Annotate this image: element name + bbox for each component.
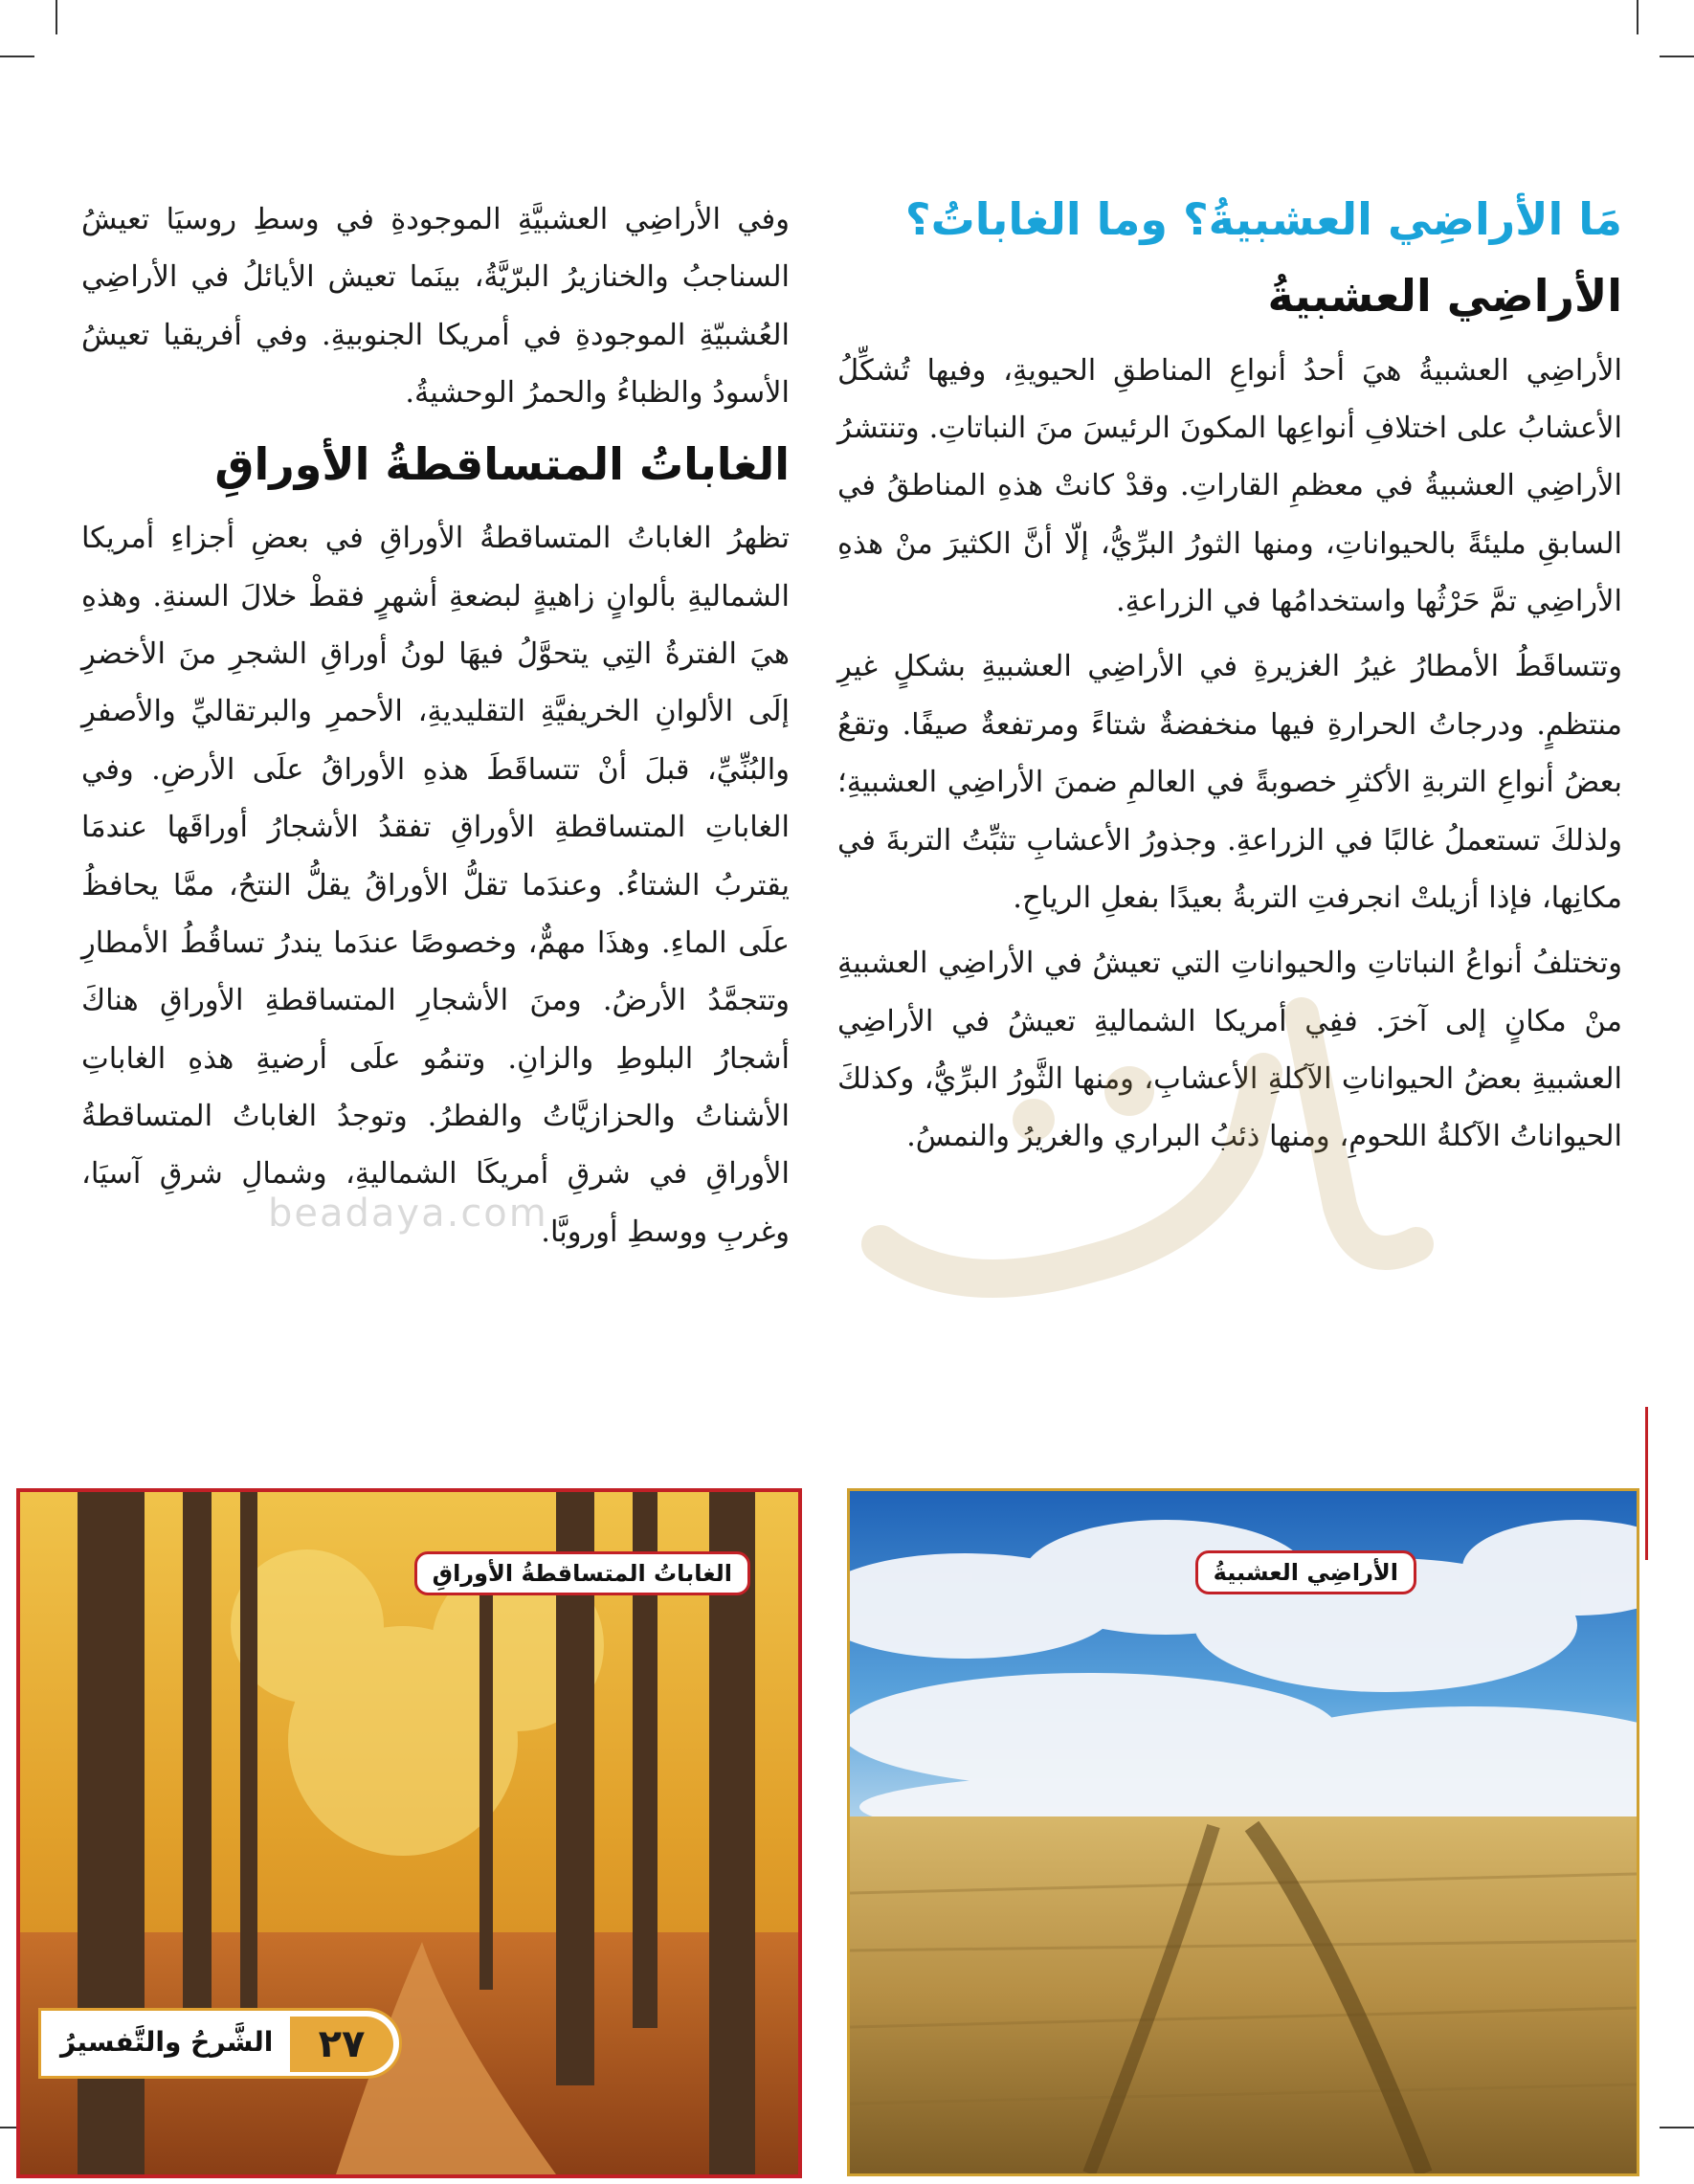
paragraph: وفي الأراضِي العشبيَّةِ الموجودةِ في وسطِ روسيَا تعيشُ السناجبُ والخنازيرُ البرّيَّةُ، بينَما تعيش الأيائلُ في الأراضِي العُشبيّةِ الموجودةِ في أمريكا الجنوبيةِ. وفي أفريقيا تعيشُ الأسودُ والظباءُ والحمرُ الوحشيةُ. [81,203,790,411]
crop-mark [56,0,57,34]
question-title: مَا الأراضِي العشبيةُ؟ وما الغاباتُ؟ [904,193,1622,245]
left-column [81,191,790,1269]
paragraph: وتتساقَطُ الأمطارُ غيرُ الغزيرةِ في الأراضِي العشبيةِ بشكلٍ غيرِ منتظمٍ. ودرجاتُ الحرارةِ فيها منخفضةٌ شتاءً ومرتفعةٌ صيفًا. وتقعُ بعضُ أنواعِ التربةِ الأكثرِ خصوبةً في العالمِ ضمنَ الأراضِي العشبيةِ؛ ولذلكَ تستعملُ غالبًا في الزراعةِ. وجذورُ الأعشابِ تثبِّتُ التربةَ في مكانِها، فإذا أزيلتْ انجرفتِ التربةُ بعيدًا بفعلِ الرياحِ. [837,650,1622,915]
section-label: الشَّرحُ والتَّفسيرُ [60,2026,274,2058]
paragraph: الأراضِي العشبيةُ هيَ أحدُ أنواعِ المناطقِ الحيويةِ، وفيها تُشكِّلُ الأعشابُ على اختلافِ أنواعِها المكونَ الرئيسَ منَ النباتاتِ. وتنتشرُ الأراضِي العشبيةُ في معظمِ القاراتِ. وقدْ كانتْ هذهِ المناطقُ في السابقِ مليئةً بالحيواناتِ، ومنها الثورُ البرِّيُّ، إلّا أنَّ الكثيرَ منْ هذهِ الأراضِي تمَّ حَرْثُها واستخدامُها في الزراعةِ. [837,353,1622,619]
paragraph: تظهرُ الغاباتُ المتساقطةُ الأوراقِ في بعضِ أجزاءِ أمريكا الشماليةِ بألوانٍ زاهيةٍ لبضعةِ أشهرٍ فقطْ خلالَ السنةِ. وهذهِ هيَ الفترةُ التِي يتحوَّلُ فيهَا لونُ أوراقِ الشجرِ منَ الأخضرِ إلَى الألوانِ الخريفيَّةِ التقليديةِ، الأحمرِ والبرتقاليِّ والأصفرِ والبُنِّيِّ، قبلَ أنْ تتساقَطَ هذهِ الأوراقُ علَى الأرضِ. وفي الغاباتِ المتساقطةِ الأوراقِ تفقدُ الأشجارُ أوراقَها عندمَا يقتربُ الشتاءُ. وعندَما تقلُّ الأوراقُ يقلُّ النتحُ، ممَّا يحافظُ علَى الماءِ. وهذَا مهمٌّ، وخصوصًا عندَما يندرُ تساقُطُ الأمطارِ وتتجمَّدُ الأرضُ. ومنَ الأشجارِ المتساقطةِ الأوراقِ هناكَ أشجارُ البلوطِ والزانِ. وتنمُو علَى أرضيةِ هذهِ الغاباتِ الأشناتُ والحزازيَّاتُ والفطرُ. وتوجدُ الغاباتُ المتساقطةُ الأوراقِ في شرقِ أمريكَا الشماليةِ، وشمالِ شرقِ آسيَا، وغربِ ووسطِ أوروبَّا. [81,522,790,1249]
margin-accent-line [1645,1407,1648,1560]
paragraph: وتختلفُ أنواعُ النباتاتِ والحيواناتِ التي تعيشُ في الأراضِي العشبيةِ منْ مكانٍ إلى آخرَ. ففِي أمريكا الشماليةِ تعيشُ في الأراضِي العشبيةِ بعضُ الحيواناتِ الآكلةِ الأعشابِ، ومنها الثَّورُ البرِّيُّ، وكذلكَ الحيواناتُ الآكلةُ اللحومِ، ومنها ذئبُ البراري والغريرُ والنمسُ. [837,947,1622,1154]
crop-mark [1660,56,1694,57]
section-title-grassland: الأراضِي العشبيةُ [1267,269,1622,322]
page-number: ٢٧ [290,2017,393,2072]
grassland-photo [847,1488,1639,2176]
crop-mark [1660,2127,1694,2128]
watermark-logo [842,957,1455,1321]
grassland-label: الأراضِي العشبيةُ [1195,1550,1416,1594]
crop-mark [1637,0,1638,34]
crop-mark [0,56,34,57]
forest-label: الغاباتُ المتساقطةُ الأوراقِ [414,1551,750,1595]
watermark-url: beadaya.com [268,1192,548,1236]
section-title-deciduous-forest: الغاباتُ المتساقطةُ الأوراقِ [214,437,790,490]
page-footer-tab [38,2008,402,2079]
